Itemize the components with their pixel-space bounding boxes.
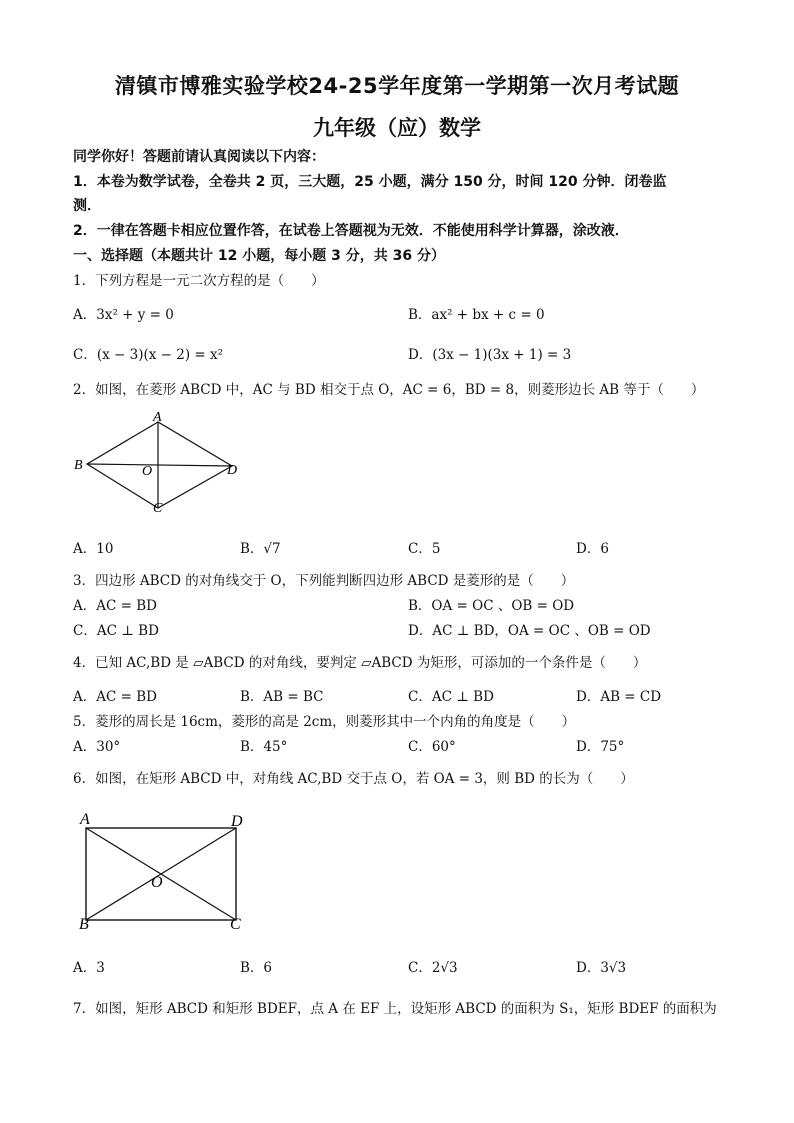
rectangle-label-d: D [231, 813, 243, 830]
q4-option-d: D．AB = CD [576, 689, 662, 705]
q3-option-d: D．AC ⊥ BD，OA = OC 、OB = OD [408, 623, 651, 639]
exam-title: 清镇市博雅实验学校24-25学年度第一学期第一次月考试题 [114, 74, 680, 98]
q2-option-a: A．10 [73, 541, 114, 557]
rectangle-label-c: C [230, 916, 241, 933]
q3-option-a: A．AC = BD [73, 598, 157, 614]
rectangle-label-b: B [79, 916, 89, 933]
question-1-stem: 1．下列方程是一元二次方程的是（ ） [73, 273, 325, 289]
rectangle-label-a: A [80, 811, 90, 828]
q1-option-a: A．3x² + y = 0 [73, 307, 174, 323]
instruction-item-2: 2．一律在答题卡相应位置作答，在试卷上答题视为无效．不能使用科学计算器，涂改液． [73, 223, 629, 239]
q2-option-c: C．5 [408, 541, 441, 557]
rhombus-label-o: O [142, 464, 153, 479]
q1-option-b: B．ax² + bx + c = 0 [408, 307, 545, 323]
question-3-stem: 3．四边形 ABCD 的对角线交于 O，下列能判断四边形 ABCD 是菱形的是（ ） [73, 573, 575, 589]
rhombus-figure [70, 410, 250, 520]
question-2-stem: 2．如图，在菱形 ABCD 中，AC 与 BD 相交于点 O，AC = 6，BD = 8，则菱形边长 AB 等于（ ） [73, 382, 705, 398]
q6-option-c: C．2√3 [408, 960, 458, 976]
q6-option-a: A．3 [73, 960, 105, 976]
q3-option-c: C．AC ⊥ BD [73, 623, 159, 639]
instruction-item-1-cont: 测． [73, 198, 101, 214]
q4-option-a: A．AC = BD [73, 689, 157, 705]
q5-option-b: B．45° [240, 739, 288, 755]
q5-option-a: A．30° [73, 739, 121, 755]
q4-option-b: B．AB = BC [240, 689, 324, 705]
q6-option-d: D．3√3 [576, 960, 627, 976]
question-7-stem: 7．如图，矩形 ABCD 和矩形 BDEF，点 A 在 EF 上，设矩形 ABCD 的面积为 S₁，矩形 BDEF 的面积为 [73, 1001, 717, 1017]
rhombus-label-c: C [153, 501, 163, 516]
q4-option-c: C．AC ⊥ BD [408, 689, 494, 705]
question-5-stem: 5．菱形的周长是 16cm，菱形的高是 2cm，则菱形其中一个内角的角度是（ ） [73, 714, 576, 730]
rectangle-figure [72, 808, 257, 936]
q1-option-d: D．(3x − 1)(3x + 1) = 3 [408, 347, 572, 363]
q5-option-d: D．75° [576, 739, 625, 755]
instructions-greeting: 同学你好！答题前请认真阅读以下内容： [73, 149, 325, 165]
q1-option-c: C．(x − 3)(x − 2) = x² [73, 347, 224, 363]
instruction-item-1: 1．本卷为数学试卷，全卷共 2 页，三大题，25 小题，满分 150 分，时间 120 分钟．闭卷监 [73, 174, 667, 190]
q3-option-b: B．OA = OC 、OB = OD [408, 598, 575, 614]
section-heading: 一、选择题（本题共计 12 小题，每小题 3 分，共 36 分） [73, 248, 445, 264]
question-4-stem: 4．已知 AC,BD 是 ▱ABCD 的对角线，要判定 ▱ABCD 为矩形，可添加的一个条件是（ ） [73, 655, 647, 671]
q2-option-d: D．6 [576, 541, 609, 557]
q2-option-b: B．√7 [240, 541, 281, 557]
exam-subtitle: 九年级（应）数学 [313, 116, 481, 140]
rhombus-label-b: B [74, 458, 83, 473]
q6-option-b: B．6 [240, 960, 273, 976]
rectangle-label-o: O [151, 874, 163, 891]
question-6-stem: 6．如图，在矩形 ABCD 中，对角线 AC,BD 交于点 O，若 OA = 3，则 BD 的长为（ ） [73, 771, 634, 787]
rhombus-label-a: A [153, 410, 162, 425]
q5-option-c: C．60° [408, 739, 456, 755]
rhombus-label-d: D [227, 463, 238, 478]
